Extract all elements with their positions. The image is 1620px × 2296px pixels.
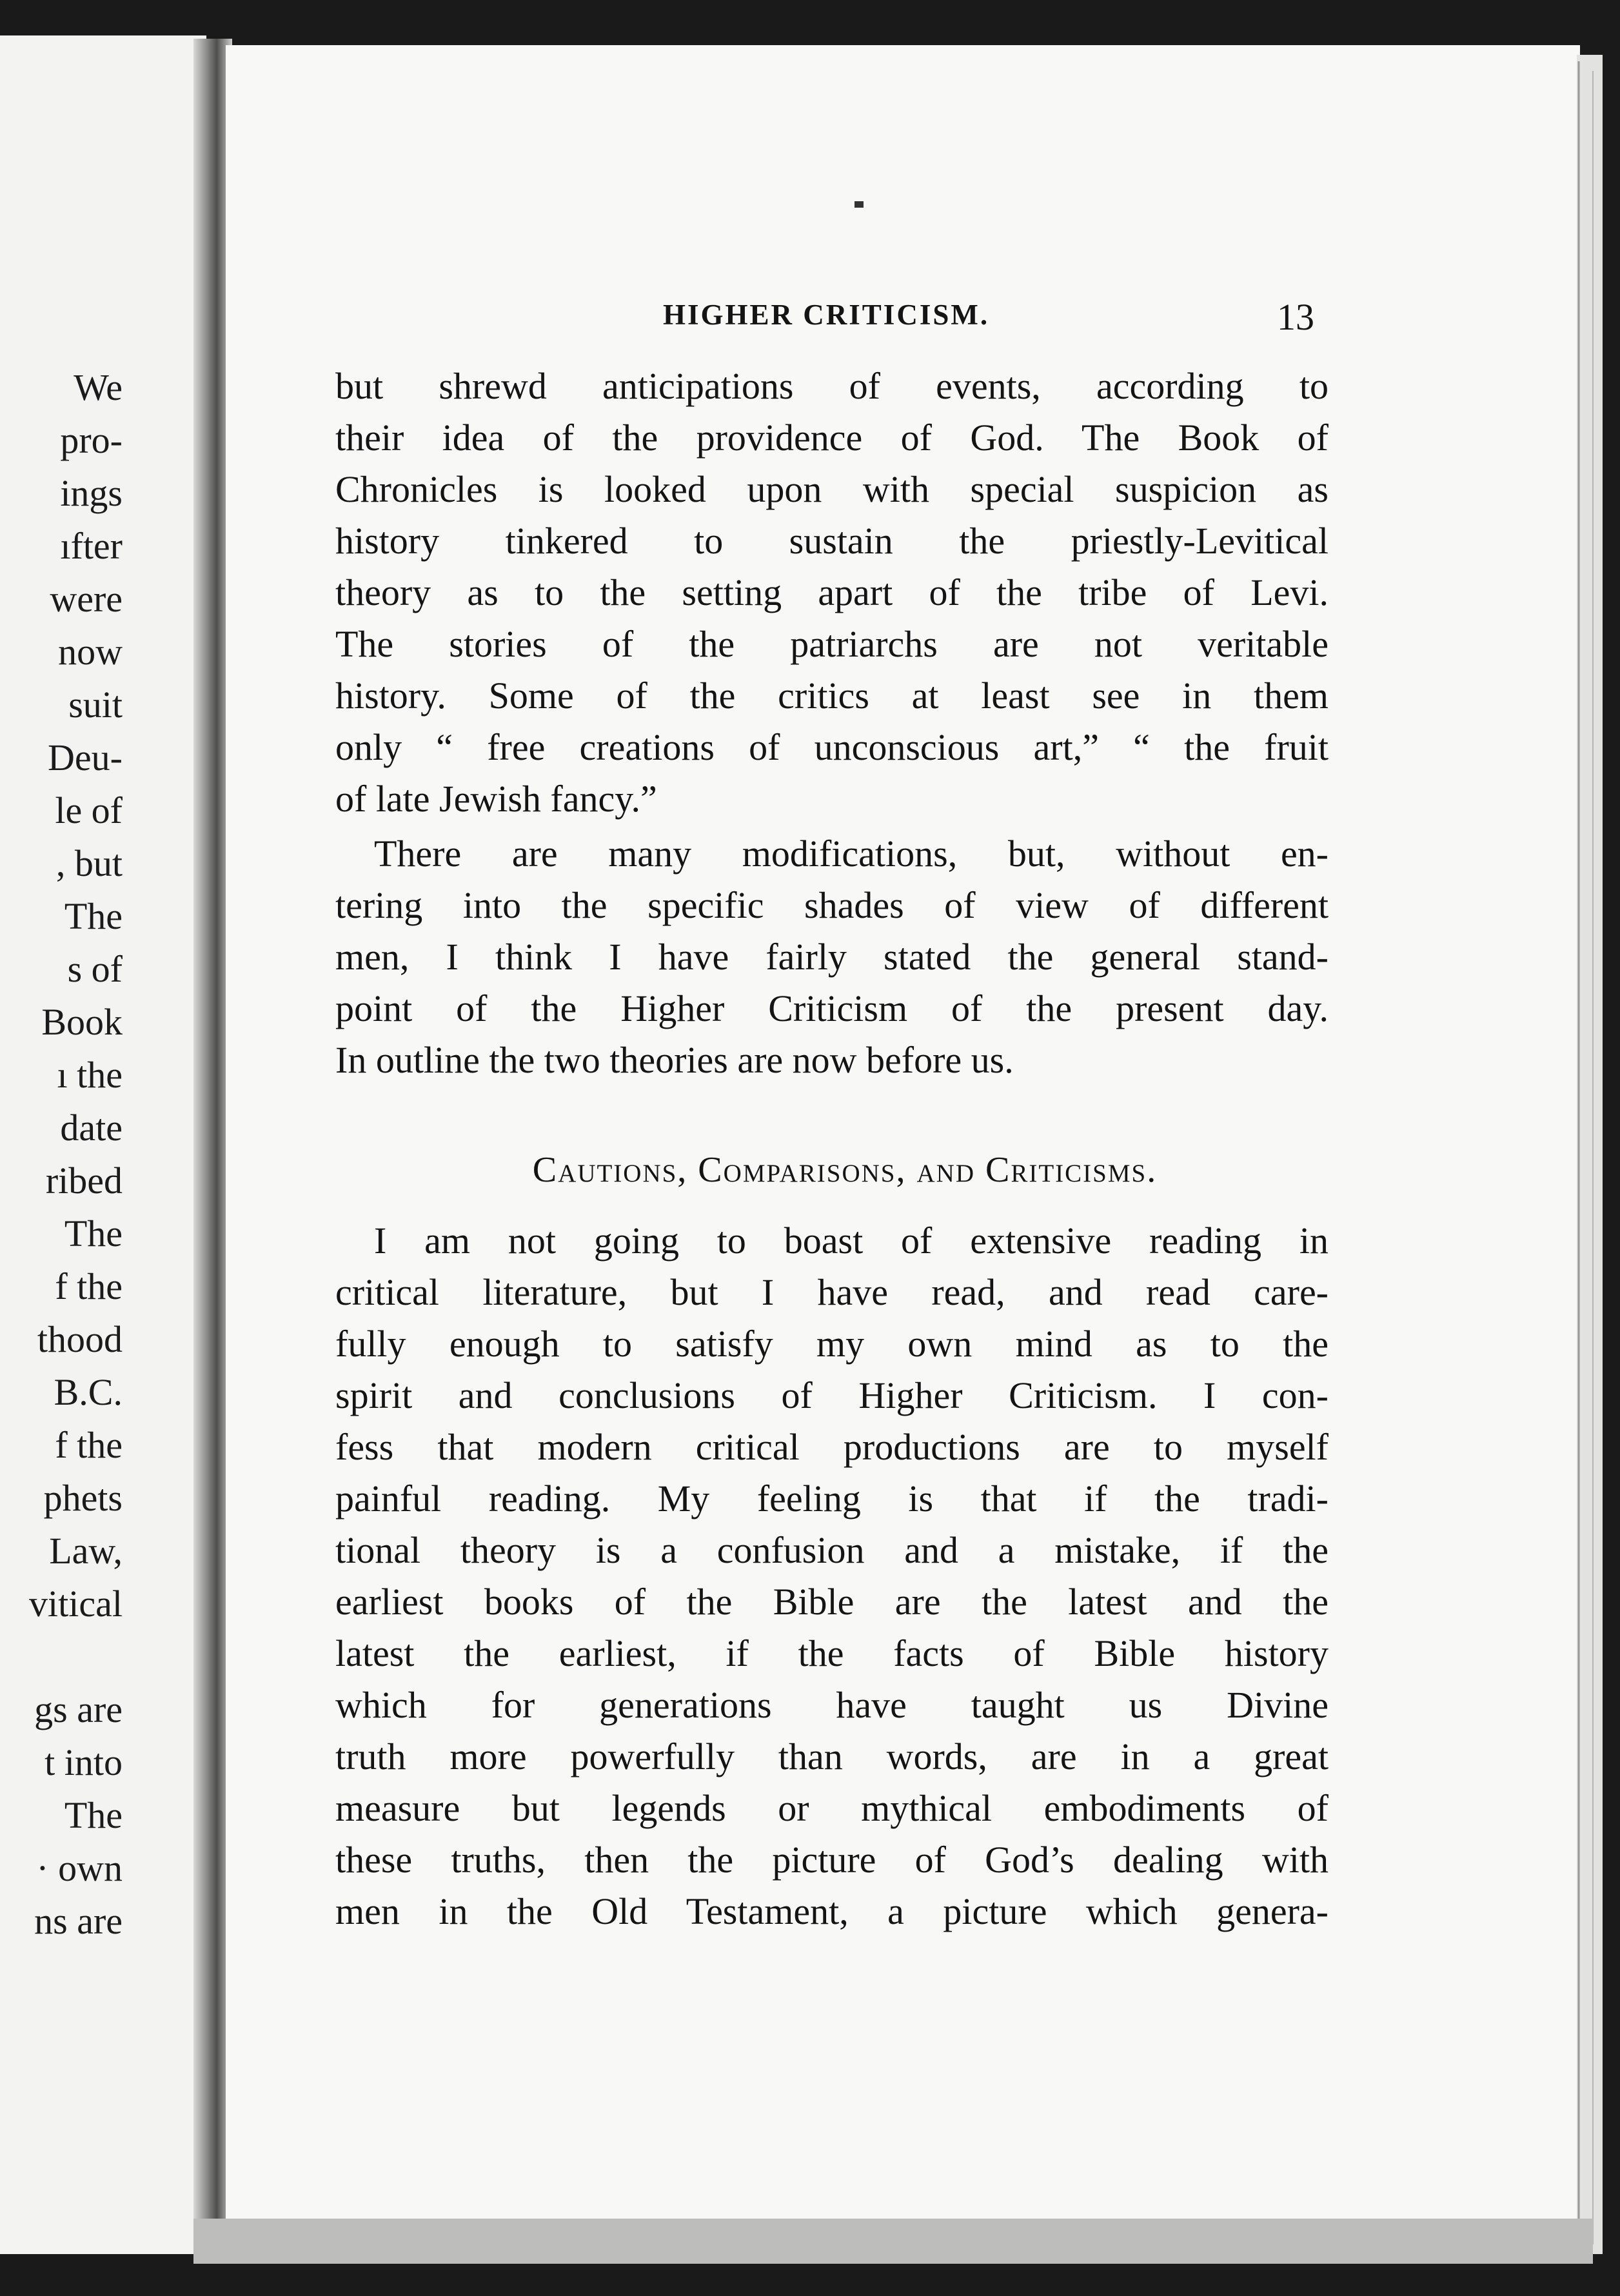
left-fragment: s of <box>67 948 123 990</box>
left-fragment: The <box>64 1212 123 1254</box>
text-line: theory as to the setting apart of the tribe of Levi. <box>335 571 1329 613</box>
text-line: tering into the specific shades of view of different <box>335 884 1329 926</box>
left-fragment: ns are <box>34 1900 123 1942</box>
left-fragment: pro- <box>60 419 123 461</box>
text-line: point of the Higher Criticism of the present day. <box>335 987 1329 1029</box>
left-fragment: date <box>60 1107 123 1149</box>
section-heading: Cautions, Comparisons, and Criticisms. <box>532 1150 1158 1190</box>
text-line: measure but legends or mythical embodiments of <box>335 1787 1329 1829</box>
left-fragment: We <box>74 366 123 408</box>
text-line: In outline the two theories are now before us. <box>335 1039 1014 1081</box>
top-mark <box>854 201 864 208</box>
left-fragment: · own <box>36 1847 123 1889</box>
left-fragment: ıfter <box>60 525 123 567</box>
text-line: history. Some of the critics at least see in them <box>335 675 1329 717</box>
text-line: which for generations have taught us Divine <box>335 1684 1329 1726</box>
left-fragment: The <box>64 895 123 937</box>
page-number: 13 <box>1277 296 1314 338</box>
text-line: their idea of the providence of God. The Book of <box>335 417 1329 459</box>
left-fragment-gap <box>0 1630 123 1683</box>
text-line: painful reading. My feeling is that if the tradi- <box>335 1478 1329 1519</box>
text-line: men, I think I have fairly stated the general stand- <box>335 936 1329 978</box>
text-line: Chronicles is looked upon with special suspicion as <box>335 468 1329 510</box>
left-fragment: t into <box>44 1741 123 1783</box>
left-page-fragments <box>0 361 123 1948</box>
left-fragment: , but <box>55 842 123 884</box>
text-line: men in the Old Testament, a picture which genera- <box>335 1890 1329 1932</box>
text-line: fully enough to satisfy my own mind as to the <box>335 1323 1329 1365</box>
left-fragment: vitical <box>29 1583 123 1625</box>
right-page-edge <box>1577 55 1603 2254</box>
left-fragment: phets <box>43 1477 123 1519</box>
text-line: fess that modern critical productions are to myself <box>335 1426 1329 1468</box>
text-line: The stories of the patriarchs are not veritable <box>335 623 1329 665</box>
text-line: latest the earliest, if the facts of Bible history <box>335 1632 1329 1674</box>
left-fragment: B.C. <box>54 1371 123 1413</box>
left-fragment: ı the <box>57 1054 123 1096</box>
left-fragment: The <box>64 1794 123 1836</box>
left-fragment: Book <box>41 1001 123 1043</box>
text-line: only “ free creations of unconscious art,” “ the fruit <box>335 726 1329 768</box>
left-fragment: now <box>58 631 123 673</box>
left-fragment: le of <box>55 789 123 831</box>
text-line: truth more powerfully than words, are in a great <box>335 1736 1329 1777</box>
text-line: There are many modifications, but, without en- <box>374 833 1329 875</box>
text-line: of late Jewish fancy.” <box>335 778 657 820</box>
left-fragment: gs are <box>34 1688 123 1730</box>
left-fragment: f the <box>55 1265 123 1307</box>
left-fragment: suit <box>68 684 123 726</box>
text-line: history tinkered to sustain the priestly-Levitical <box>335 520 1329 562</box>
left-fragment: Deu- <box>48 737 123 778</box>
text-line: tional theory is a confusion and a mistake, if the <box>335 1529 1329 1571</box>
left-fragment: thood <box>37 1318 123 1360</box>
text-line: spirit and conclusions of Higher Criticism. I con- <box>335 1374 1329 1416</box>
text-line: earliest books of the Bible are the latest and the <box>335 1581 1329 1623</box>
running-head: HIGHER CRITICISM. <box>663 299 990 331</box>
text-line: these truths, then the picture of God’s dealing with <box>335 1839 1329 1881</box>
left-fragment: ings <box>60 472 123 514</box>
bottom-shadow <box>193 2219 1593 2264</box>
left-fragment: f the <box>55 1424 123 1466</box>
right-page <box>322 271 1329 2012</box>
left-fragment: Law, <box>49 1530 123 1572</box>
text-line: but shrewd anticipations of events, according to <box>335 365 1329 407</box>
left-fragment: were <box>50 578 123 620</box>
text-line: critical literature, but I have read, and read care- <box>335 1271 1329 1313</box>
text-line: I am not going to boast of extensive reading in <box>374 1220 1329 1262</box>
left-fragment: ribed <box>45 1160 123 1202</box>
